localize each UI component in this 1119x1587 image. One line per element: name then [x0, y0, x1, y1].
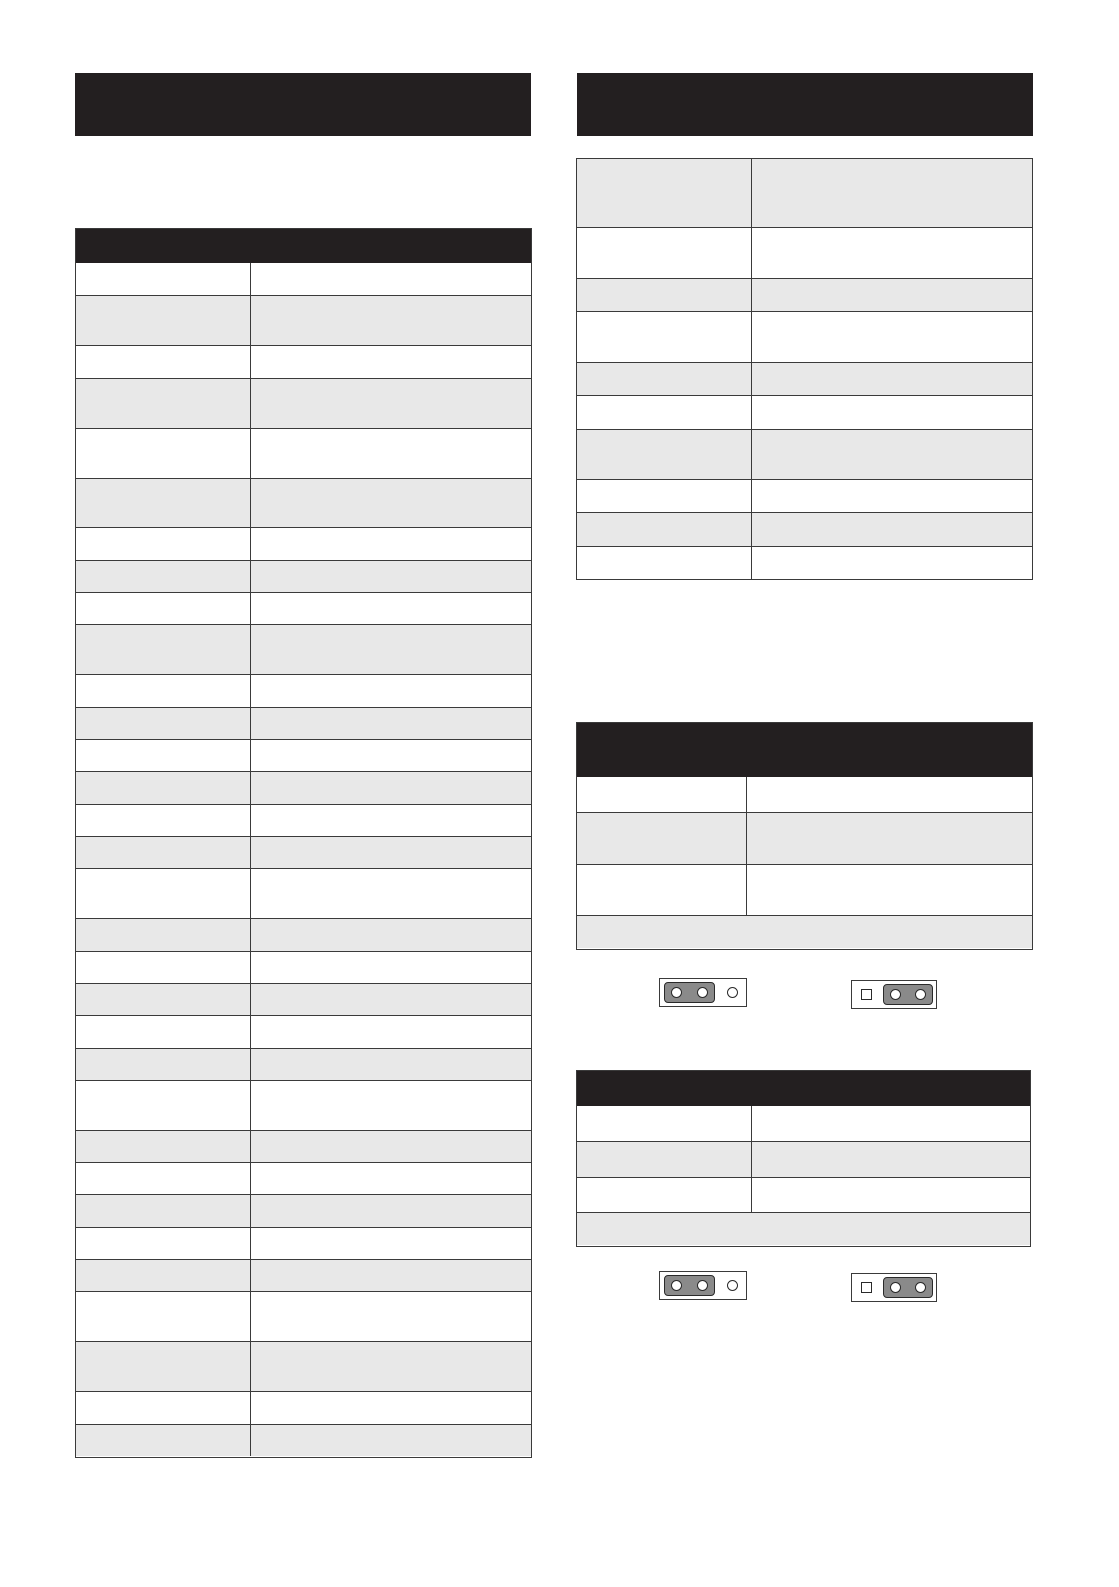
- pin-icon: [890, 989, 901, 1000]
- jumper-table-a-value-cell: [747, 865, 1032, 915]
- left-table-row: [76, 868, 531, 918]
- jumper-table-a-row: [577, 777, 1032, 812]
- left-table-row: [76, 674, 531, 706]
- left-table-label-cell: [76, 1260, 251, 1291]
- right-table-label-cell: [577, 363, 752, 395]
- right-table-row: [577, 311, 1032, 362]
- right-table-value-cell: [752, 228, 1032, 278]
- left-table-row: [76, 1080, 531, 1130]
- jumper-pins-1-2-icon: [659, 978, 747, 1007]
- left-table-row: [76, 592, 531, 624]
- left-table-value-cell: [251, 1016, 531, 1047]
- left-table-label-cell: [76, 379, 251, 428]
- pin-icon: [697, 987, 708, 998]
- left-table-value-cell: [251, 296, 531, 345]
- left-table-value-cell: [251, 675, 531, 706]
- right-table-label-cell: [577, 396, 752, 429]
- jumper-table-a-row: [577, 864, 1032, 915]
- left-table-label-cell: [76, 1131, 251, 1162]
- left-table-value-cell: [251, 429, 531, 478]
- right-table-row: [577, 362, 1032, 395]
- left-table-label-cell: [76, 1049, 251, 1080]
- left-table-value-cell: [251, 263, 531, 295]
- left-table-row: [76, 527, 531, 559]
- left-table-row: [76, 263, 531, 295]
- left-table-label-cell: [76, 1292, 251, 1341]
- left-table-value-cell: [251, 1392, 531, 1423]
- left-table-label-cell: [76, 1081, 251, 1130]
- left-table-row: [76, 1015, 531, 1047]
- pin-icon: [915, 989, 926, 1000]
- jumper-table-a-header: [577, 723, 1032, 777]
- left-table-label-cell: [76, 561, 251, 592]
- left-table-value-cell: [251, 625, 531, 674]
- pin-icon: [727, 987, 738, 998]
- left-table-value-cell: [251, 984, 531, 1015]
- left-table-label-cell: [76, 952, 251, 983]
- left-table-label-cell: [76, 984, 251, 1015]
- left-table-row: [76, 707, 531, 739]
- pin-icon: [671, 1280, 682, 1291]
- left-table-value-cell: [251, 1292, 531, 1341]
- right-table-label-cell: [577, 513, 752, 546]
- left-table-label-cell: [76, 296, 251, 345]
- jumper-table-b-value-cell: [752, 1142, 1030, 1177]
- left-table-row: [76, 478, 531, 528]
- left-table-value-cell: [251, 479, 531, 528]
- left-table-header: [76, 229, 531, 263]
- left-table-label-cell: [76, 429, 251, 478]
- left-table-row: [76, 1130, 531, 1162]
- left-table-label-cell: [76, 1392, 251, 1423]
- left-table-label-cell: [76, 479, 251, 528]
- jumper-pins-1-2-icon: [659, 1271, 747, 1300]
- left-spec-table: [75, 228, 532, 1458]
- left-table-row: [76, 295, 531, 345]
- left-table-row: [76, 1227, 531, 1259]
- jumper-table-b-row: [577, 1212, 1030, 1245]
- left-table-row: [76, 1391, 531, 1423]
- left-table-value-cell: [251, 1228, 531, 1259]
- right-table-value-cell: [752, 279, 1032, 311]
- left-table-label-cell: [76, 1425, 251, 1456]
- jumper-table-b: [576, 1070, 1031, 1247]
- left-table-value-cell: [251, 837, 531, 868]
- right-spec-table: [576, 158, 1033, 580]
- left-table-value-cell: [251, 1131, 531, 1162]
- left-table-row: [76, 739, 531, 771]
- left-table-value-cell: [251, 919, 531, 950]
- jumper-table-b-body: [577, 1106, 1030, 1245]
- right-table-value-cell: [752, 363, 1032, 395]
- left-table-value-cell: [251, 1260, 531, 1291]
- jumper-table-a: [576, 722, 1033, 950]
- jumper-table-a-label-cell: [577, 813, 747, 864]
- left-table-row: [76, 983, 531, 1015]
- jumper-table-b-row: [577, 1177, 1030, 1212]
- left-table-value-cell: [251, 869, 531, 918]
- right-table-label-cell: [577, 312, 752, 362]
- left-table-label-cell: [76, 625, 251, 674]
- left-table-value-cell: [251, 379, 531, 428]
- jumper-table-b-value-cell: [752, 1178, 1030, 1212]
- left-table-value-cell: [251, 708, 531, 739]
- left-table-row: [76, 1424, 531, 1456]
- left-table-body: [76, 263, 531, 1456]
- right-table-value-cell: [752, 513, 1032, 546]
- left-table-label-cell: [76, 837, 251, 868]
- pin-icon: [727, 1280, 738, 1291]
- pin-1-square-icon: [861, 989, 872, 1000]
- jumper-table-b-header: [577, 1071, 1030, 1106]
- left-table-label-cell: [76, 346, 251, 377]
- jumper-table-b-row: [577, 1106, 1030, 1141]
- left-table-value-cell: [251, 772, 531, 803]
- left-table-label-cell: [76, 593, 251, 624]
- right-table-row: [577, 278, 1032, 311]
- jumper-table-b-row: [577, 1141, 1030, 1177]
- left-table-row: [76, 378, 531, 428]
- right-table-label-cell: [577, 279, 752, 311]
- left-table-label-cell: [76, 1163, 251, 1194]
- left-table-label-cell: [76, 772, 251, 803]
- jumper-table-b-label-cell: [577, 1178, 752, 1212]
- jumper-table-a-label-cell: [577, 865, 747, 915]
- left-table-row: [76, 1048, 531, 1080]
- left-table-value-cell: [251, 1195, 531, 1226]
- left-table-value-cell: [251, 1425, 531, 1456]
- right-title-bar: [577, 73, 1033, 136]
- left-table-row: [76, 345, 531, 377]
- right-table-label-cell: [577, 159, 752, 227]
- left-table-row: [76, 836, 531, 868]
- left-table-value-cell: [251, 952, 531, 983]
- left-table-value-cell: [251, 805, 531, 836]
- left-table-value-cell: [251, 346, 531, 377]
- jumper-table-a-value-cell: [747, 813, 1032, 864]
- left-table-row: [76, 804, 531, 836]
- right-table-row: [577, 512, 1032, 546]
- jumper-table-a-row: [577, 915, 1032, 948]
- right-table-value-cell: [752, 396, 1032, 429]
- left-table-value-cell: [251, 1163, 531, 1194]
- right-table-label-cell: [577, 228, 752, 278]
- right-table-label-cell: [577, 480, 752, 512]
- jumper-table-a-label-cell: [577, 777, 747, 812]
- right-table-row: [577, 395, 1032, 429]
- right-table-value-cell: [752, 312, 1032, 362]
- right-table-row: [577, 546, 1032, 579]
- left-table-row: [76, 951, 531, 983]
- left-table-label-cell: [76, 1016, 251, 1047]
- jumper-table-b-label-cell: [577, 1106, 752, 1141]
- left-table-row: [76, 1162, 531, 1194]
- left-table-row: [76, 771, 531, 803]
- left-table-label-cell: [76, 1228, 251, 1259]
- left-table-value-cell: [251, 740, 531, 771]
- pin-1-square-icon: [861, 1282, 872, 1293]
- right-table-row: [577, 479, 1032, 512]
- jumper-table-b-label-cell: [577, 1142, 752, 1177]
- jumper-table-a-body: [577, 777, 1032, 948]
- jumper-table-a-value-cell: [747, 777, 1032, 812]
- left-table-label-cell: [76, 869, 251, 918]
- left-table-value-cell: [251, 528, 531, 559]
- left-table-row: [76, 1291, 531, 1341]
- right-table-value-cell: [752, 159, 1032, 227]
- jumper-table-a-row: [577, 812, 1032, 864]
- right-table-value-cell: [752, 480, 1032, 512]
- left-table-label-cell: [76, 1195, 251, 1226]
- left-table-row: [76, 624, 531, 674]
- right-table-label-cell: [577, 547, 752, 579]
- jumper-table-a-label-cell: [577, 916, 1032, 948]
- right-table-row: [577, 159, 1032, 227]
- jumper-table-b-label-cell: [577, 1213, 1030, 1245]
- left-table-label-cell: [76, 805, 251, 836]
- left-table-label-cell: [76, 528, 251, 559]
- left-table-row: [76, 1194, 531, 1226]
- right-table-row: [577, 429, 1032, 479]
- left-table-value-cell: [251, 593, 531, 624]
- left-table-label-cell: [76, 708, 251, 739]
- left-table-label-cell: [76, 1342, 251, 1391]
- pin-icon: [697, 1280, 708, 1291]
- left-table-value-cell: [251, 1049, 531, 1080]
- jumper-pins-2-3-icon: [851, 1273, 937, 1302]
- left-table-label-cell: [76, 675, 251, 706]
- jumper-pins-2-3-icon: [851, 980, 937, 1009]
- left-table-row: [76, 1259, 531, 1291]
- pin-icon: [915, 1282, 926, 1293]
- left-table-value-cell: [251, 561, 531, 592]
- pin-icon: [671, 987, 682, 998]
- left-table-row: [76, 560, 531, 592]
- left-table-value-cell: [251, 1081, 531, 1130]
- left-table-row: [76, 428, 531, 478]
- right-table-value-cell: [752, 430, 1032, 479]
- pin-icon: [890, 1282, 901, 1293]
- right-table-label-cell: [577, 430, 752, 479]
- left-table-label-cell: [76, 919, 251, 950]
- left-table-label-cell: [76, 740, 251, 771]
- left-table-value-cell: [251, 1342, 531, 1391]
- left-title-bar: [75, 73, 531, 136]
- left-table-row: [76, 1341, 531, 1391]
- right-table-value-cell: [752, 547, 1032, 579]
- jumper-table-b-value-cell: [752, 1106, 1030, 1141]
- right-table-row: [577, 227, 1032, 278]
- left-table-row: [76, 918, 531, 950]
- left-table-label-cell: [76, 263, 251, 295]
